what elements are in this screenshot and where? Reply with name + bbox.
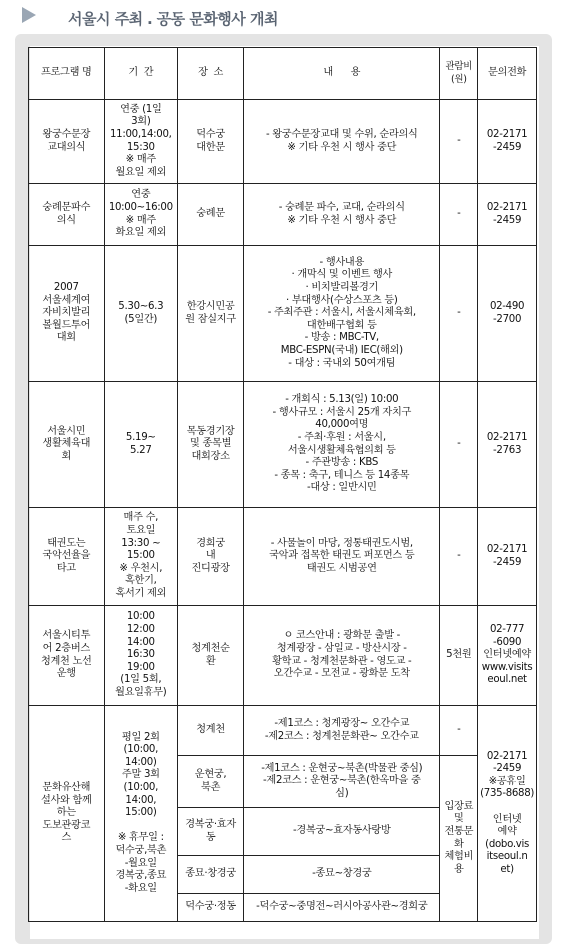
phone: 02-2171 -2459 <box>478 184 537 246</box>
period: 연중 10:00~16:00 ※ 매주 화요일 제외 <box>104 184 177 246</box>
phone: 02-2171 -2763 <box>478 382 537 508</box>
program-name: 숭례문파수 의식 <box>29 184 105 246</box>
fee: - <box>440 382 478 508</box>
table-row <box>29 184 537 246</box>
place: 청계천순 환 <box>178 606 244 706</box>
table-row <box>29 100 537 184</box>
content: -경복궁~효자동사랑방 <box>244 808 440 856</box>
content: -종묘~창경궁 <box>244 856 440 894</box>
fee: - <box>440 246 478 382</box>
program-name: 태권도는 국악선율을 타고 <box>29 508 105 606</box>
content: - 개회식 : 5.13(일) 10:00 - 행사규모 : 서울시 25개 자치구 40,000여명 - 주최·후원 : 서울시, 서울시생활체육협의회 등 - 주관방송 : KBS - 종목 : 축구, 테니스 등 14종목 -대상 : 일반시민 <box>244 382 440 508</box>
col-header-period: 기 간 <box>104 48 177 100</box>
phone: 02-2171 -2459 ※공휴일 (735-8688) 인터넷 예약 (dobo.vis itseoul.n et) <box>478 706 537 922</box>
content: -제1코스 : 운현궁~북촌(박물관 중심) -제2코스 : 운현궁~북촌(한옥마을 중 심) <box>244 756 440 808</box>
program-name: 서울시티투 어 2층버스 청계천 노선 운행 <box>29 606 105 706</box>
fee: - <box>440 184 478 246</box>
place: 덕수궁 대한문 <box>178 100 244 184</box>
content: -제1코스 : 청계광장~ 오간수교 -제2코스 : 청계천문화관~ 오간수교 <box>244 706 440 756</box>
program-name: 2007 서울세계여 자비치발리 볼월드투어 대회 <box>29 246 105 382</box>
place: 목동경기장 및 종목별 대회장소 <box>178 382 244 508</box>
table-row <box>29 382 537 508</box>
phone: 02-490 -2700 <box>478 246 537 382</box>
content: - 사물놀이 마당, 정통태권도시범, 국악과 접목한 태권도 퍼포먼스 등 태권도 시범공연 <box>244 508 440 606</box>
content: -덕수궁~중명전~러시아공사관~경희궁 <box>244 894 440 922</box>
col-header-phone: 문의전화 <box>478 48 537 100</box>
place: 숭례문 <box>178 184 244 246</box>
period: 연중 (1일 3회) 11:00,14:00, 15:30 ※ 매주 월요일 제외 <box>104 100 177 184</box>
program-name: 왕궁수문장 교대의식 <box>29 100 105 184</box>
program-name: 서울시민 생활체육대 회 <box>29 382 105 508</box>
place: 종묘·창경궁 <box>178 856 244 894</box>
program-name: 문화유산해 설사와 함께 하는 도보관광코 스 <box>29 706 105 922</box>
page-header <box>0 0 567 34</box>
content: - 행사내용 · 개막식 및 이벤트 행사 · 비치발리볼경기 · 부대행사(수상스포츠 등) - 주최주관 : 서울시, 서울시체육회, 대한배구협회 등 - 방송 : MBC-TV, MBC-ESPN(국내) IEC(해외) - 대상 : 국내외 50여개팀 <box>244 246 440 382</box>
place: 경희궁 내 진디광장 <box>178 508 244 606</box>
col-header-place: 장 소 <box>178 48 244 100</box>
table-header-row <box>29 48 537 100</box>
col-header-program: 프로그램 명 <box>29 48 105 100</box>
period: 5.19~ 5.27 <box>104 382 177 508</box>
fee: 입장료 및 전통문 화 체험비 용 <box>440 756 478 922</box>
page-title: 서울시 주최 ․ 공동 문화행사 개최 <box>68 10 278 28</box>
fee: - <box>440 100 478 184</box>
col-header-content: 내 용 <box>244 48 440 100</box>
col-header-fee: 관람비(원) <box>440 48 478 100</box>
fee: - <box>440 508 478 606</box>
table-row <box>29 706 537 756</box>
place: 경복궁·효자 동 <box>178 808 244 856</box>
period: 10:00 12:00 14:00 16:30 19:00 (1일 5회, 월요일휴무) <box>104 606 177 706</box>
table-row <box>29 246 537 382</box>
place: 덕수궁·정동 <box>178 894 244 922</box>
content: - 숭례문 파수, 교대, 순라의식 ※ 기타 우천 시 행사 중단 <box>244 184 440 246</box>
place: 한강시민공 원 잠실지구 <box>178 246 244 382</box>
fee: - <box>440 706 478 756</box>
place: 청계천 <box>178 706 244 756</box>
arrow-icon <box>22 7 36 23</box>
event-table <box>28 47 537 922</box>
phone: 02-2171 -2459 <box>478 508 537 606</box>
period: 매주 수, 토요일 13:30 ~ 15:00 ※ 우천시, 혹한기, 혹서기 제외 <box>104 508 177 606</box>
period: 5.30~6.3 (5일간) <box>104 246 177 382</box>
table-row <box>29 508 537 606</box>
period: 평일 2회 (10:00, 14:00) 주말 3회 (10:00, 14:00, 15:00) ※ 휴무일 : 덕수궁,북촌 -월요일 경복궁,종묘 -화요일 <box>104 706 177 922</box>
fee: 5천원 <box>440 606 478 706</box>
content: - 왕궁수문장교대 및 수위, 순라의식 ※ 기타 우천 시 행사 중단 <box>244 100 440 184</box>
place: 운현궁, 북촌 <box>178 756 244 808</box>
phone: 02-2171 -2459 <box>478 100 537 184</box>
phone: 02-777 -6090 인터넷예약 www.visits eoul.net <box>478 606 537 706</box>
content: ㅇ 코스안내 : 광화문 출발 - 청계광장 - 삼일교 - 방산시장 - 황학교 - 청계천문화관 - 영도교 - 오간수교 - 모전교 - 광화문 도착 <box>244 606 440 706</box>
table-row <box>29 606 537 706</box>
